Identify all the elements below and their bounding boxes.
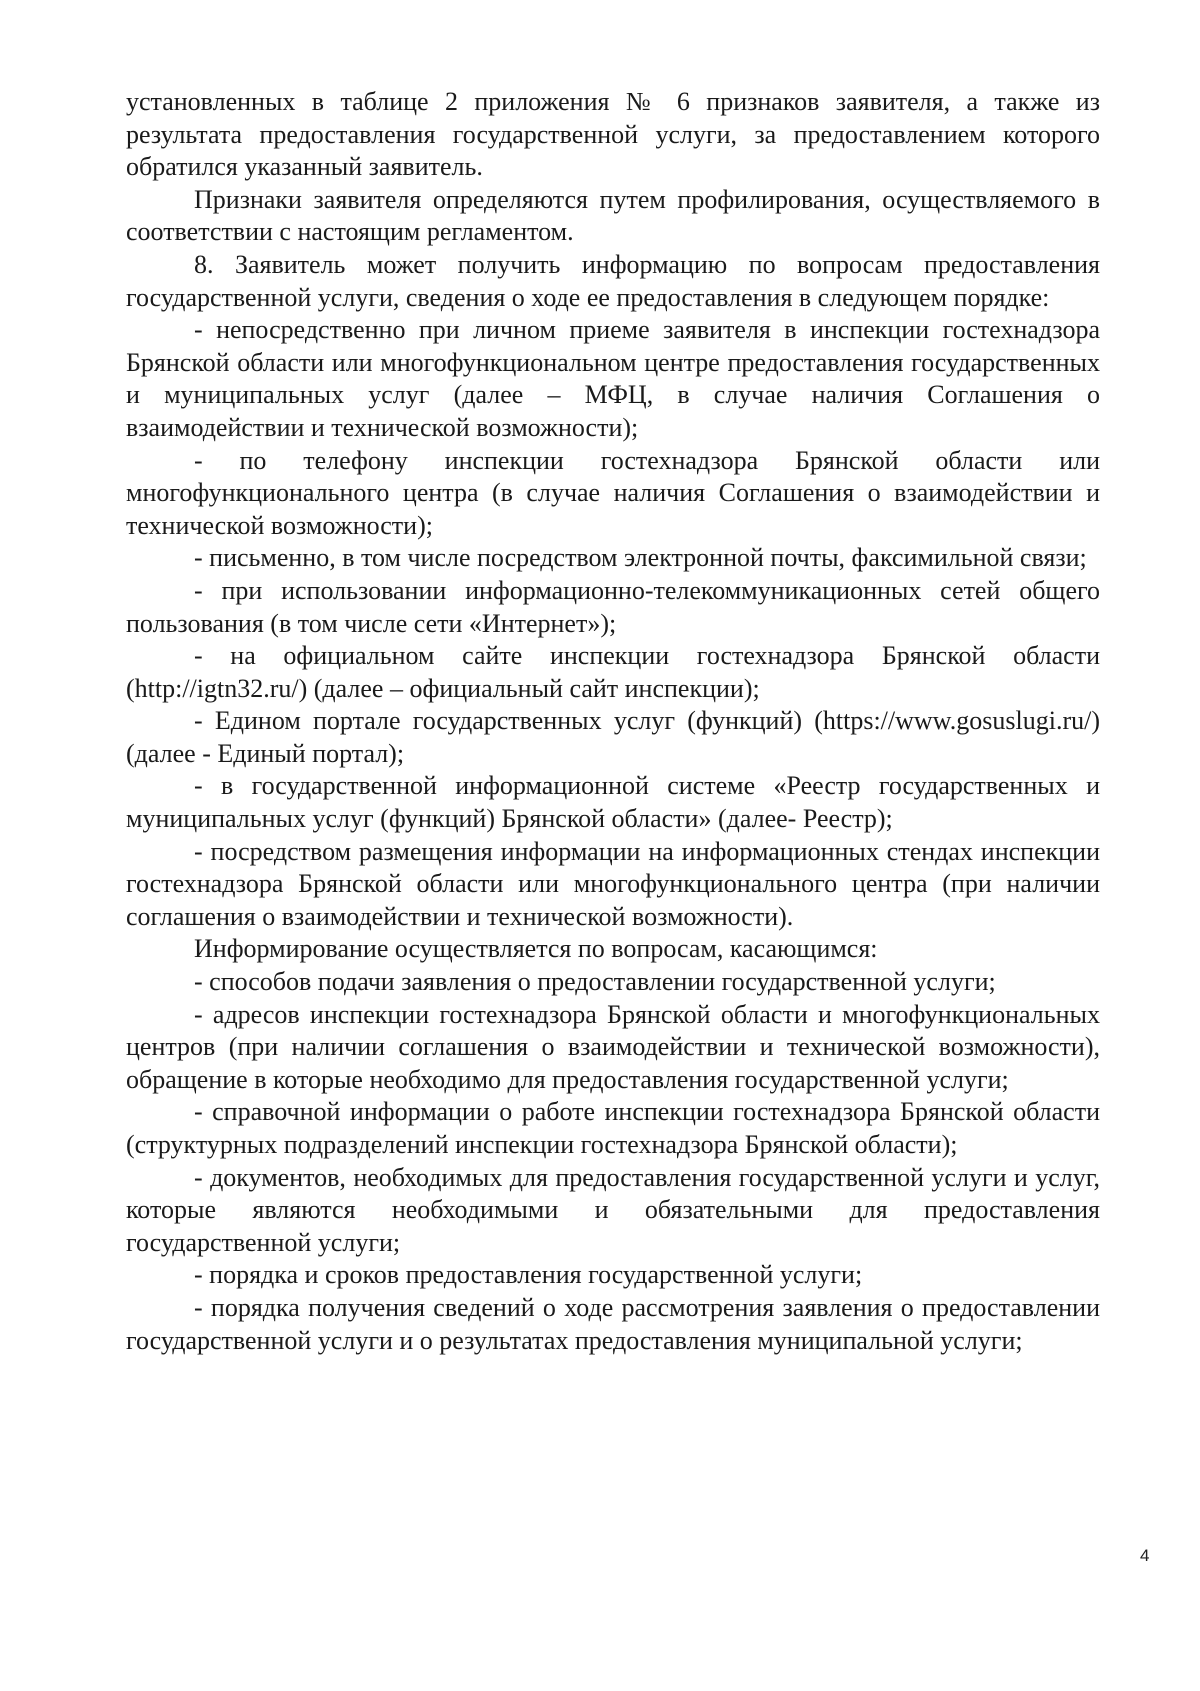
list-item-written: - письменно, в том числе посредством электронной почты, факсимильной связи;: [194, 543, 1087, 573]
list-item-personal-reception: - непосредственно при личном приеме заявителя в инспекции гостехнадзора Брянской области или многофункциональном центре предоставления государственных и муниципальных услуг (далее – МФЦ, в случае наличия Соглашения о взаимодействии и технической возможности);: [126, 315, 1100, 442]
list-item-info-stands: - посредством размещения информации на информационных стендах инспекции гостехнадзора Брянской области или многофункционального центра (при наличии соглашения о взаимодействии и технической возможности).: [126, 836, 1100, 931]
paragraph-profiling: Признаки заявителя определяются путем профилирования, осуществляемого в соответствии с настоящим регламентом.: [126, 184, 1100, 247]
paragraph-informing-topics: Информирование осуществляется по вопросам, касающимся:: [194, 934, 878, 964]
list-item-submission-methods: - способов подачи заявления о предоставлении государственной услуги;: [194, 967, 996, 997]
list-item-progress-info: - порядка получения сведений о ходе рассмотрения заявления о предоставлении государственной услуги и о результатах предоставления муниципальной услуги;: [126, 1292, 1100, 1355]
document-body: [126, 86, 1100, 1357]
list-item-unified-portal: - Едином портале государственных услуг (функций) (https://www.gosuslugi.ru/) (далее - Единый портал);: [126, 706, 1100, 768]
list-item-registry: - в государственной информационной системе «Реестр государственных и муниципальных услуг (функций) Брянской области» (далее- Реестр);: [126, 771, 1100, 834]
paragraph-item-8: 8. Заявитель может получить информацию по вопросам предоставления государственной услуги, сведения о ходе ее предоставления в следующем порядке:: [126, 249, 1100, 312]
list-item-reference-info: - справочной информации о работе инспекции гостехнадзора Брянской области (структурных подразделений инспекции гостехнадзора Брянской области);: [126, 1097, 1100, 1159]
list-item-phone: - по телефону инспекции гостехнадзора Брянской области или многофункционального центра (в случае наличия Соглашения о взаимодействии и технической возможности);: [126, 445, 1100, 540]
list-item-internet: - при использовании информационно-телекоммуникационных сетей общего пользования (в том числе сети «Интернет»);: [126, 575, 1100, 638]
list-item-official-site: - на официальном сайте инспекции гостехнадзора Брянской области (http://igtn32.ru/) (далее – официальный сайт инспекции);: [126, 641, 1100, 703]
list-item-addresses: - адресов инспекции гостехнадзора Брянской области и многофункциональных центров (при наличии соглашения о взаимодействии и технической возможности), обращение в которые необходимо для предоставления государственной услуги;: [126, 999, 1100, 1094]
page-number: 4: [1140, 1546, 1150, 1565]
list-item-documents: - документов, необходимых для предоставления государственной услуги и услуг, которые являются необходимыми и обязательными для предоставления государственной услуги;: [126, 1162, 1100, 1257]
list-item-procedure-terms: - порядка и сроков предоставления государственной услуги;: [194, 1260, 863, 1290]
paragraph-applicant-signs-source: установленных в таблице 2 приложения № 6 признаков заявителя, а также из результата предоставления государственной услуги, за предоставлением которого обратился указанный заявитель.: [126, 87, 1100, 182]
